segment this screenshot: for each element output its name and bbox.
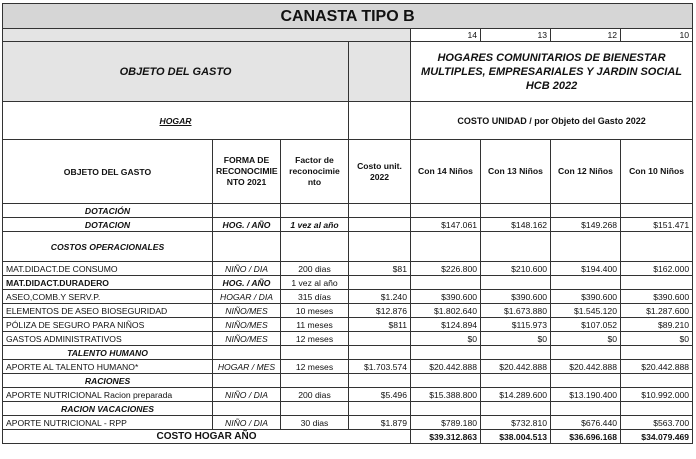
item-factor: 12 meses [281, 332, 349, 346]
item-forma: NIÑO/MES [213, 318, 281, 332]
item-costo [349, 276, 411, 290]
sheet-title: CANASTA TIPO B [3, 4, 693, 29]
item-forma: HOG. / AÑO [213, 218, 281, 232]
section-label: RACIONES [3, 374, 213, 388]
section-label: DOTACIÓN [3, 204, 213, 218]
item-costo: $1.879 [349, 416, 411, 430]
row-bioseguridad [3, 304, 693, 318]
row-duradero [3, 276, 693, 290]
item-costo: $5.496 [349, 388, 411, 402]
item-c13 [481, 276, 551, 290]
header-13: Con 13 Niños [481, 140, 551, 204]
item-factor: 11 meses [281, 318, 349, 332]
item-c13: $115.973 [481, 318, 551, 332]
section-label: COSTOS OPERACIONALES [3, 232, 213, 262]
item-name: DOTACION [3, 218, 213, 232]
item-c14: $20.442.888 [411, 360, 481, 374]
item-c12: $107.052 [551, 318, 621, 332]
item-c10: $563.700 [621, 416, 693, 430]
row-gastos [3, 332, 693, 346]
item-c12: $20.442.888 [551, 360, 621, 374]
total-label: COSTO HOGAR AÑO [3, 430, 411, 444]
canasta-table [2, 3, 693, 444]
header-factor: Factor de reconocimie nto [281, 140, 349, 204]
section-label: RACION VACACIONES [3, 402, 213, 416]
item-factor: 315 días [281, 290, 349, 304]
item-factor: 200 dias [281, 388, 349, 402]
total-row [3, 430, 693, 444]
item-c12: $0 [551, 332, 621, 346]
item-c13: $210.600 [481, 262, 551, 276]
item-costo [349, 218, 411, 232]
item-c14: $390.600 [411, 290, 481, 304]
item-c14: $147.061 [411, 218, 481, 232]
program-name: HOGARES COMUNITARIOS DE BIENESTAR MULTIPLES, EMPRESARIALES Y JARDIN SOCIAL HCB 2022 [411, 42, 693, 102]
item-forma: HOGAR / MES [213, 360, 281, 374]
item-forma: HOGAR / DIA [213, 290, 281, 304]
item-c10: $162.000 [621, 262, 693, 276]
program-row [3, 42, 693, 102]
title-row [3, 4, 693, 29]
item-costo: $81 [349, 262, 411, 276]
column-number-13: 13 [481, 29, 551, 42]
item-c13: $732.810 [481, 416, 551, 430]
item-c10 [621, 276, 693, 290]
section-vacaciones [3, 402, 693, 416]
item-c12: $1.545.120 [551, 304, 621, 318]
item-factor: 10 meses [281, 304, 349, 318]
section-talento [3, 346, 693, 360]
item-name: MAT.DIDACT.DE CONSUMO [3, 262, 213, 276]
item-factor: 30 dias [281, 416, 349, 430]
item-c12: $390.600 [551, 290, 621, 304]
item-forma: NIÑO / DIA [213, 416, 281, 430]
item-c14: $226.800 [411, 262, 481, 276]
item-forma: NIÑO / DIA [213, 262, 281, 276]
item-c13: $390.600 [481, 290, 551, 304]
row-poliza [3, 318, 693, 332]
item-c10: $10.992.000 [621, 388, 693, 402]
item-factor: 1 vez al año [281, 218, 349, 232]
row-nutricional [3, 388, 693, 402]
item-costo: $811 [349, 318, 411, 332]
item-c12: $13.190.400 [551, 388, 621, 402]
item-c10: $151.471 [621, 218, 693, 232]
header-12: Con 12 Niños [551, 140, 621, 204]
object-heading: OBJETO DEL GASTO [3, 42, 349, 102]
item-c14: $15.388.800 [411, 388, 481, 402]
item-costo: $1.703.574 [349, 360, 411, 374]
item-c14: $1.802.640 [411, 304, 481, 318]
header-costo: Costo unit. 2022 [349, 140, 411, 204]
item-factor: 12 meses [281, 360, 349, 374]
item-c10: $89.210 [621, 318, 693, 332]
item-c12: $194.400 [551, 262, 621, 276]
total-c12: $36.696.168 [551, 430, 621, 444]
header-objeto: OBJETO DEL GASTO [3, 140, 213, 204]
item-name: MAT.DIDACT.DURADERO [3, 276, 213, 290]
item-c13: $148.162 [481, 218, 551, 232]
item-c13: $1.673.880 [481, 304, 551, 318]
item-c12: $676.440 [551, 416, 621, 430]
item-name: APORTE NUTRICIONAL - RPP [3, 416, 213, 430]
row-talento [3, 360, 693, 374]
row-rpp [3, 416, 693, 430]
hogar-row [3, 102, 693, 140]
item-c10: $1.287.600 [621, 304, 693, 318]
header-10: Con 10 Niños [621, 140, 693, 204]
row-aseo [3, 290, 693, 304]
section-label: TALENTO HUMANO [3, 346, 213, 360]
item-c10: $20.442.888 [621, 360, 693, 374]
column-number-row [3, 29, 693, 42]
column-number-12: 12 [551, 29, 621, 42]
item-c14: $0 [411, 332, 481, 346]
hogar-label: HOGAR [3, 102, 349, 140]
column-number-14: 14 [411, 29, 481, 42]
item-c10: $390.600 [621, 290, 693, 304]
item-c14 [411, 276, 481, 290]
row-consumo [3, 262, 693, 276]
total-c14: $39.312.863 [411, 430, 481, 444]
item-c14: $789.180 [411, 416, 481, 430]
cost-unit-heading: COSTO UNIDAD / por Objeto del Gasto 2022 [411, 102, 693, 140]
item-c10: $0 [621, 332, 693, 346]
section-costos [3, 232, 693, 262]
item-forma: NIÑO/MES [213, 304, 281, 318]
item-forma: NIÑO / DIA [213, 388, 281, 402]
item-factor: 1 vez al año [281, 276, 349, 290]
item-factor: 200 dias [281, 262, 349, 276]
item-c13: $14.289.600 [481, 388, 551, 402]
item-c12: $149.268 [551, 218, 621, 232]
item-c13: $20.442.888 [481, 360, 551, 374]
item-name: GASTOS ADMINISTRATIVOS [3, 332, 213, 346]
item-forma: HOG. / AÑO [213, 276, 281, 290]
item-name: APORTE NUTRICIONAL Racion preparada [3, 388, 213, 402]
section-raciones [3, 374, 693, 388]
item-forma: NIÑO/MES [213, 332, 281, 346]
item-costo: $1.240 [349, 290, 411, 304]
column-header-row [3, 140, 693, 204]
item-name: ASEO,COMB.Y SERV.P. [3, 290, 213, 304]
item-name: APORTE AL TALENTO HUMANO* [3, 360, 213, 374]
item-name: PÓLIZA DE SEGURO PARA NIÑOS [3, 318, 213, 332]
item-costo: $12.876 [349, 304, 411, 318]
column-number-10: 10 [621, 29, 693, 42]
header-forma: FORMA DE RECONOCIMIE NTO 2021 [213, 140, 281, 204]
item-c12 [551, 276, 621, 290]
header-14: Con 14 Niños [411, 140, 481, 204]
row-dotacion [3, 218, 693, 232]
total-c10: $34.079.469 [621, 430, 693, 444]
item-c14: $124.894 [411, 318, 481, 332]
total-c13: $38.004.513 [481, 430, 551, 444]
item-c13: $0 [481, 332, 551, 346]
canasta-sheet [2, 3, 692, 444]
item-name: ELEMENTOS DE ASEO BIOSEGURIDAD [3, 304, 213, 318]
section-dotacion [3, 204, 693, 218]
item-costo [349, 332, 411, 346]
